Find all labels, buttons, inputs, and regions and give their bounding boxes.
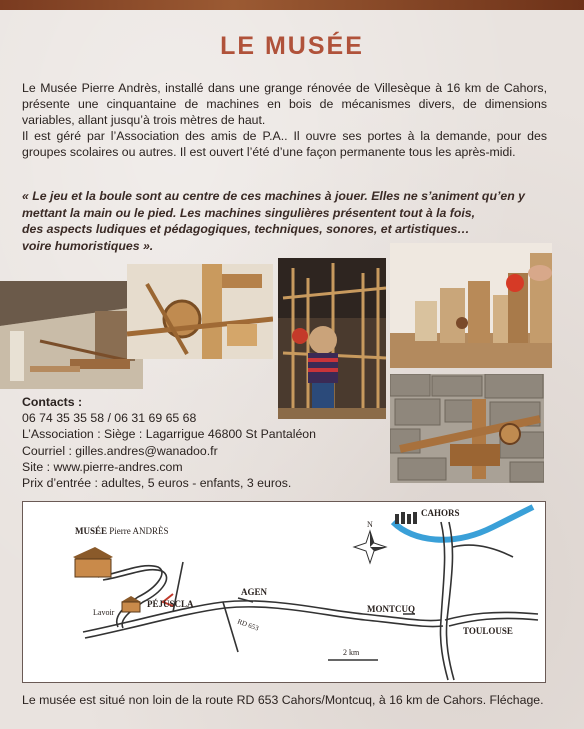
photo-museum-interior [0,281,143,389]
map-label-lavoir: Lavoir [93,608,115,617]
quote-line: des aspects ludiques et pédagogiques, techniques, sonores, et artistiques… [22,222,470,236]
map-label-toulouse: TOULOUSE [463,626,513,636]
intro-paragraph: Le Musée Pierre Andrès, installé dans une grange rénovée de Villesèque à 16 km de Cahors, présente une cinquantaine de machines en bois de mécanismes divers, de dimensions variables, allant jusqu’à trois mètres de haut. [22,81,547,127]
top-border [0,0,584,10]
cahors-town-icon [395,512,417,524]
intro-paragraph: Il est géré par l’Association des amis de P.A.. Il ouvre ses portes à la demande, pour des groupes scolaires ou autres. Il est ouvert l’été d’une façon permanente tous les après-midi. [22,129,547,159]
map-label-museum-sub: Pierre ANDRÈS [109,526,169,536]
map-label-north: N [367,520,373,529]
contacts-email[interactable]: Courriel : gilles.andres@wanadoo.fr [22,443,218,458]
museum-building-icon [73,547,113,577]
quote-line: voire humoristiques ». [22,238,154,253]
access-map [22,501,546,683]
contacts-phones: 06 74 35 35 58 / 06 31 69 65 68 [22,411,197,426]
intro-text [22,80,547,160]
contacts-price: Prix d’entrée : adultes, 5 euros - enfants, 3 euros. [22,476,292,491]
map-label-montcuq: MONTCUQ [367,604,415,614]
map-label-pejuscla: PÉJUSCLA [147,599,194,609]
contacts-site[interactable]: Site : www.pierre-andres.com [22,459,183,474]
compass-rose-icon [354,531,386,563]
quote-line: mettant la main ou le pied. Les machines singulières présentent tout à la fois, [22,205,476,220]
map-label-museum-main: MUSÉE [75,526,108,536]
map-label-museum [75,526,169,536]
photo-wooden-blocks [390,243,552,368]
map-label-agen: AGEN [241,587,268,597]
contacts-association: L’Association : Siège : Lagarrigue 46800 St Pantaléon [22,427,316,442]
contacts-heading: Contacts : [22,395,83,409]
footer-text: Le musée est situé non loin de la route RD 653 Cahors/Montcuq, à 16 km de Cahors. Fléchage. [22,693,544,707]
photo-stone-wall-machine [390,374,544,483]
quote-line: « Le jeu et la boule sont au centre de ces machines à jouer. Elles ne s’animent qu’en y [22,189,525,203]
map-label-road: RD 653 [236,617,260,633]
photo-wooden-machine [127,264,273,359]
contacts-block [22,394,362,491]
map-label-scale: 2 km [343,648,360,657]
page-title: LE MUSÉE [220,32,364,60]
lavoir-building-icon [121,596,141,612]
map-label-cahors: CAHORS [421,508,460,518]
